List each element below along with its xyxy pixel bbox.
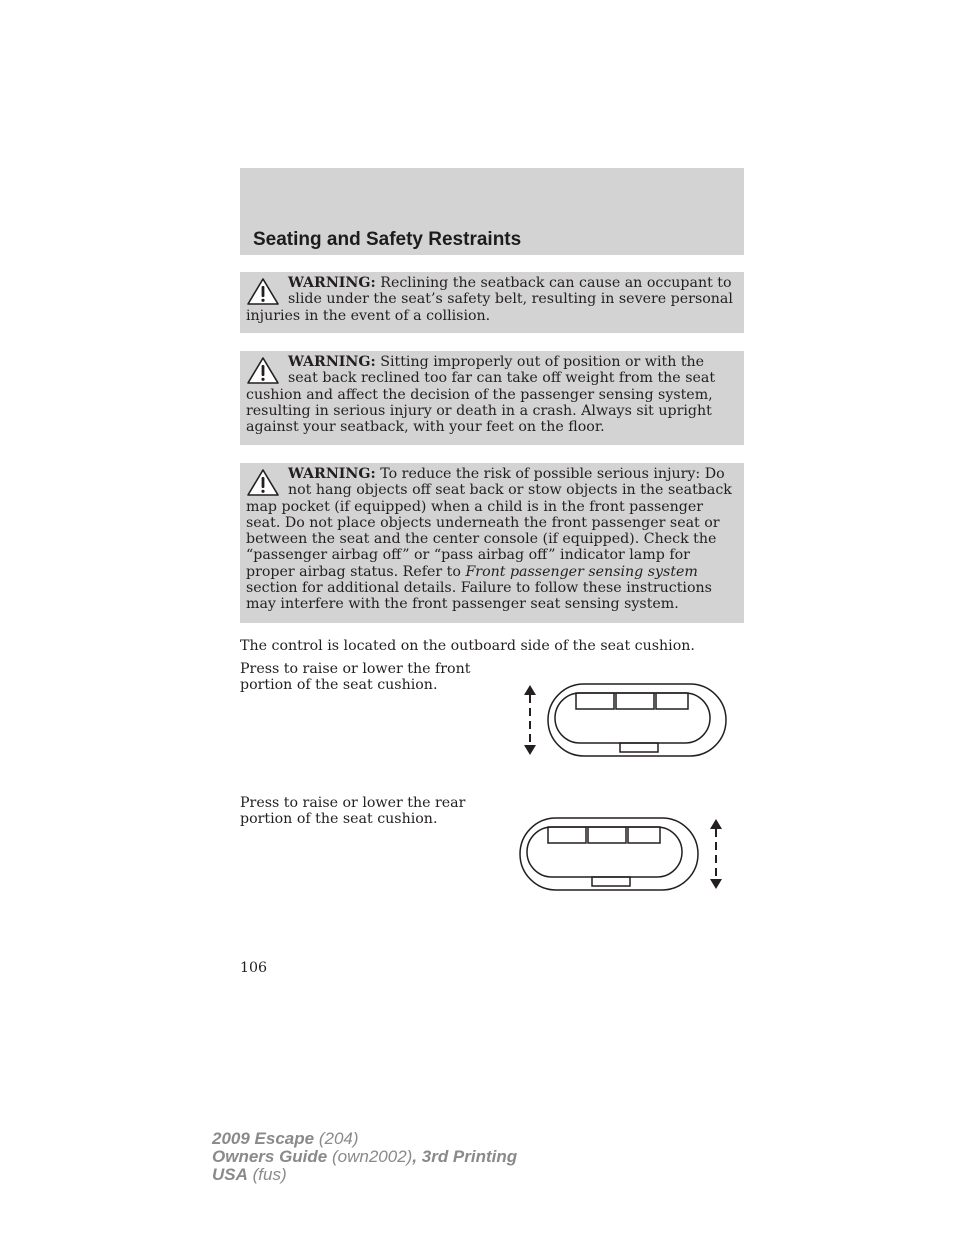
warning-text: To reduce the risk of possible serious injury: Do not hang objects off seat back or stow objects in the seatback map pocket (if equipped) when a child is in the front passenger seat. Do not place objects underneath the front passenger seat or between the seat and the center console (if equipped). Check the “passenger airbag off” or “pass airbag off” indicator lamp for proper airbag status. Refer to xyxy=(246,466,732,580)
footer-line-model xyxy=(212,1130,517,1148)
warning-label: WARNING: xyxy=(288,466,376,482)
rear-cushion-switch-figure xyxy=(516,814,730,894)
control-location-text: The control is located on the outboard side of the seat cushion. xyxy=(240,638,695,654)
warning-box-recline xyxy=(240,272,744,333)
cross-reference: Front passenger sensing system xyxy=(465,563,698,580)
footer-model-code: (204) xyxy=(318,1129,359,1148)
footer-region-code: (fus) xyxy=(252,1165,287,1184)
footer-printing: , 3rd Printing xyxy=(412,1147,518,1166)
warning-text: Sitting improperly out of position or with the seat back reclined too far can take off weight from the seat cushion and affect the decision of the passenger sensing system, resulting in serious injury or death in a crash. Always sit upright against your seatback, with your feet on the floor. xyxy=(246,354,716,436)
front-cushion-switch-figure xyxy=(518,680,730,760)
page-number: 106 xyxy=(240,960,268,976)
seat-cushion-switch-icon xyxy=(548,684,726,756)
up-down-arrow-icon xyxy=(710,819,722,889)
footer-line-guide xyxy=(212,1148,517,1166)
footer-guide: Owners Guide xyxy=(212,1147,328,1166)
footer-guide-code: (own2002) xyxy=(331,1147,413,1166)
warning-label: WARNING: xyxy=(288,354,376,370)
warning-box-objects xyxy=(240,463,744,623)
footer-line-region xyxy=(212,1166,517,1184)
footer-region: USA xyxy=(212,1165,248,1184)
warning-triangle-icon xyxy=(246,468,280,498)
warning-text: section for additional details. Failure to follow these instructions may interfere with the front passenger seat sensing system. xyxy=(246,580,712,613)
footer-model: 2009 Escape xyxy=(212,1129,315,1148)
warning-label: WARNING: xyxy=(288,275,376,291)
document-footer xyxy=(212,1130,517,1184)
rear-instruction-text: Press to raise or lower the rear portion of the seat cushion. xyxy=(240,795,466,828)
up-down-arrow-icon xyxy=(524,685,536,755)
front-instruction-text: Press to raise or lower the front portion of the seat cushion. xyxy=(240,661,471,694)
seat-cushion-switch-icon xyxy=(520,818,698,890)
section-header xyxy=(240,168,744,255)
warning-box-posture xyxy=(240,351,744,445)
warning-triangle-icon xyxy=(246,356,280,386)
warning-text: Reclining the seatback can cause an occupant to slide under the seat’s safety belt, resulting in severe personal injuries in the event of a collision. xyxy=(246,275,733,324)
warning-triangle-icon xyxy=(246,277,280,307)
section-title: Seating and Safety Restraints xyxy=(253,229,522,250)
